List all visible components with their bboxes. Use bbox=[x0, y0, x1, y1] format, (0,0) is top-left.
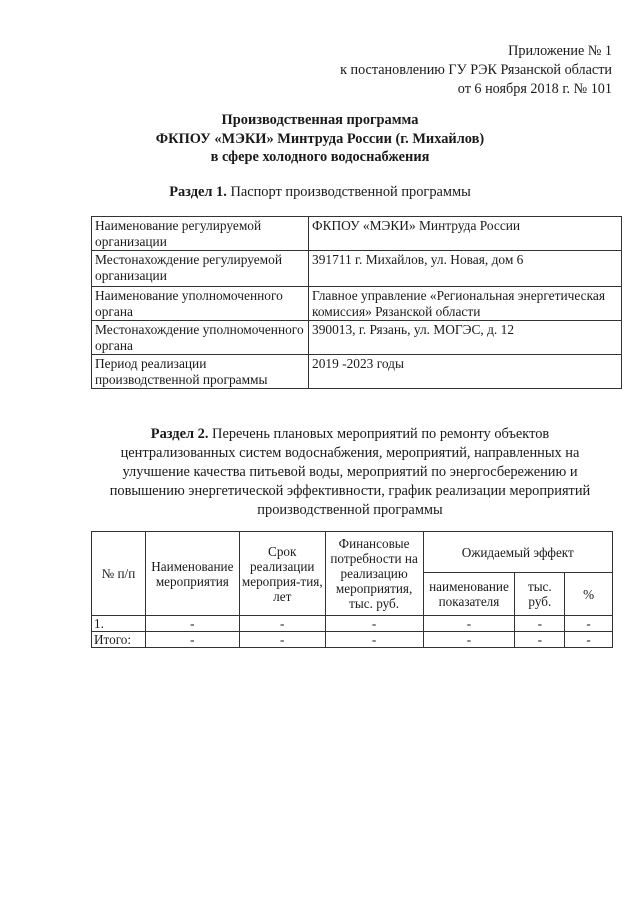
cell-finance: - bbox=[325, 632, 423, 648]
cell-percent: - bbox=[565, 632, 613, 648]
passport-key: Местонахождение регулируемой организации bbox=[92, 251, 309, 287]
table-header-row bbox=[92, 532, 613, 573]
table-row bbox=[92, 321, 622, 355]
table-row bbox=[92, 251, 622, 287]
header-percent: % bbox=[565, 573, 613, 616]
header-thousand-rub: тыс. руб. bbox=[515, 573, 565, 616]
header-indicator: наименование показателя bbox=[423, 573, 515, 616]
passport-value: Главное управление «Региональная энергетическая комиссия» Рязанской области bbox=[309, 287, 622, 321]
cell-term: - bbox=[239, 616, 325, 632]
passport-key: Наименование уполномоченного органа bbox=[92, 287, 309, 321]
cell-thousand-rub: - bbox=[515, 632, 565, 648]
appendix-line-3: от 6 ноября 2018 г. № 101 bbox=[457, 81, 612, 97]
appendix-line-2: к постановлению ГУ РЭК Рязанской области bbox=[340, 62, 612, 78]
passport-value: 2019 -2023 годы bbox=[309, 355, 622, 389]
table-row bbox=[92, 287, 622, 321]
cell-finance: - bbox=[325, 616, 423, 632]
header-num: № п/п bbox=[92, 532, 146, 616]
section-2-label: Раздел 2. bbox=[150, 426, 209, 442]
header-finance: Финансовые потребности на реализацию мероприятия, тыс. руб. bbox=[325, 532, 423, 616]
section-1-label: Раздел 1. bbox=[169, 184, 227, 200]
header-name: Наименование мероприятия bbox=[145, 532, 239, 616]
passport-value: 390013, г. Рязань, ул. МОГЭС, д. 12 bbox=[309, 321, 622, 355]
title-line-2: ФКПОУ «МЭКИ» Минтруда России (г. Михайлов) bbox=[155, 130, 485, 147]
cell-thousand-rub: - bbox=[515, 616, 565, 632]
section-1-heading bbox=[0, 184, 640, 201]
cell-percent: - bbox=[565, 616, 613, 632]
passport-key: Период реализации производственной программы bbox=[92, 355, 309, 389]
cell-num: Итого: bbox=[92, 632, 146, 648]
cell-indicator: - bbox=[423, 632, 515, 648]
cell-num: 1. bbox=[92, 616, 146, 632]
table-row bbox=[92, 217, 622, 251]
cell-name: - bbox=[145, 616, 239, 632]
passport-key: Местонахождение уполномоченного органа bbox=[92, 321, 309, 355]
appendix-line-1: Приложение № 1 bbox=[508, 43, 612, 59]
cell-term: - bbox=[239, 632, 325, 648]
cell-indicator: - bbox=[423, 616, 515, 632]
title-line-3: в сфере холодного водоснабжения bbox=[210, 149, 430, 165]
passport-value: ФКПОУ «МЭКИ» Минтруда России bbox=[309, 217, 622, 251]
header-effect: Ожидаемый эффект bbox=[423, 532, 612, 573]
title-line-1: Производственная программа bbox=[221, 112, 419, 128]
table-row bbox=[92, 355, 622, 389]
appendix-header bbox=[340, 42, 612, 99]
passport-key: Наименование регулируемой организации bbox=[92, 217, 309, 251]
section-2-heading bbox=[108, 425, 592, 520]
passport-value: 391711 г. Михайлов, ул. Новая, дом 6 bbox=[309, 251, 622, 287]
header-term: Срок реализации мероприя-тия, лет bbox=[239, 532, 325, 616]
document-title bbox=[0, 111, 640, 167]
cell-name: - bbox=[145, 632, 239, 648]
table-row bbox=[92, 616, 613, 632]
section-2-text: Перечень плановых мероприятий по ремонту объектов централизованных систем водоснабжения, мероприятий, направленных на улучшение качества питьевой воды, мероприятий по энергосбережению и повышению энергетической эффективности, график реализации мероприятий производственной программы bbox=[109, 426, 591, 518]
section-1-text: Паспорт производственной программы bbox=[230, 184, 471, 200]
plan-table bbox=[91, 531, 613, 648]
passport-table bbox=[91, 216, 622, 389]
table-row bbox=[92, 632, 613, 648]
